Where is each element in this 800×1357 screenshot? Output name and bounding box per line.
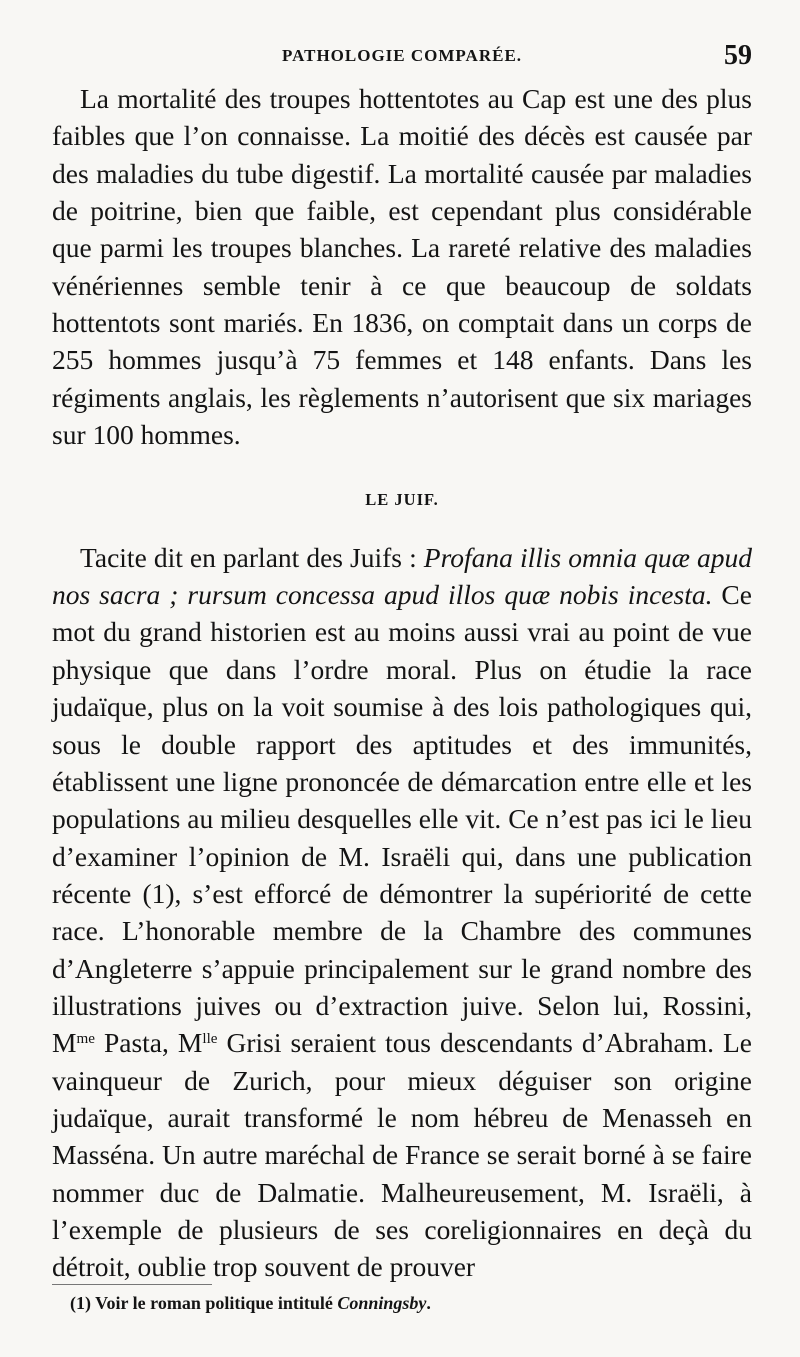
footnote-label: (1) Voir le roman politique intitulé bbox=[70, 1293, 338, 1313]
paragraph-intro: Tacite dit en parlant des Juifs : bbox=[80, 541, 424, 573]
paragraph-troupes-hottentotes: La mortalité des troupes hottentotes au Cap est une des plus faibles que l’on connaisse. La moitié des décès est causée par des maladies du tube digestif. La mortalité causée par maladies de poitrine, bien que faible, est cependant plus considérable que parmi les troupes blanches. La rareté relative des maladies vénériennes semble tenir à ce que beaucoup de soldats hottentots sont mariés. En 1836, on comptait dans un corps de 255 hommes jusqu’à 75 femmes et 148 enfants. Dans les régiments anglais, les règlements n’autorisent que six mariages sur 100 hommes. bbox=[52, 83, 752, 451]
section-title: LE JUIF. bbox=[365, 490, 439, 510]
footnote-end: . bbox=[426, 1293, 431, 1313]
body-text bbox=[52, 80, 752, 1286]
paragraph-text-part1: Ce mot du grand historien est au moins aussi vrai au point de vue physique que dans l’ordre moral. Plus on étudie la race judaïque, plus on la voit soumise à des lois pathologiques qui, sous le double rapport des aptitudes et des immunités, établissent une ligne prononcée de démarcation entre elle et les populations au milieu desquelles elle vit. Ce n’est pas ici le lieu d’examiner l’opinion de M. Israëli qui, dans une publication récente (1), s’est efforcé de démontrer la supériorité de cette race. L’honorable membre de la Chambre des communes d’Angleterre s’appuie principalement sur le grand nombre des illustrations juives ou d’extraction juive. Selon lui, Rossini, M bbox=[52, 579, 752, 1059]
mlle-superscript: lle bbox=[202, 1031, 218, 1048]
paragraph-text-part2: Pasta, M bbox=[94, 1027, 203, 1059]
running-head: PATHOLOGIE COMPARÉE. bbox=[281, 46, 523, 65]
footnote bbox=[70, 1293, 752, 1314]
page-number: 59 bbox=[724, 40, 752, 71]
paragraph-le-juif bbox=[52, 539, 752, 1286]
page-header bbox=[52, 42, 752, 76]
paragraph-text-part3: Grisi seraient tous descendants d’Abraham. Le vainqueur de Zurich, pour mieux déguiser son origine judaïque, aurait transformé le nom hébreu de Menasseh en Masséna. Un autre maréchal de France se serait borné à se faire nommer duc de Dalmatie. Malheureusement, M. Israëli, à l’exemple de plusieurs de ses coreligionnaires en deçà du détroit, oublie trop souvent de prouver bbox=[52, 1027, 753, 1283]
mme-superscript: me bbox=[76, 1031, 95, 1048]
latin-quote: Profana illis omnia quæ apud nos sacra ; rursum concessa apud illos quæ nobis incesta. bbox=[52, 541, 752, 611]
footnote-book-title: Conningsby bbox=[337, 1293, 427, 1313]
footnote-divider bbox=[52, 1284, 212, 1285]
